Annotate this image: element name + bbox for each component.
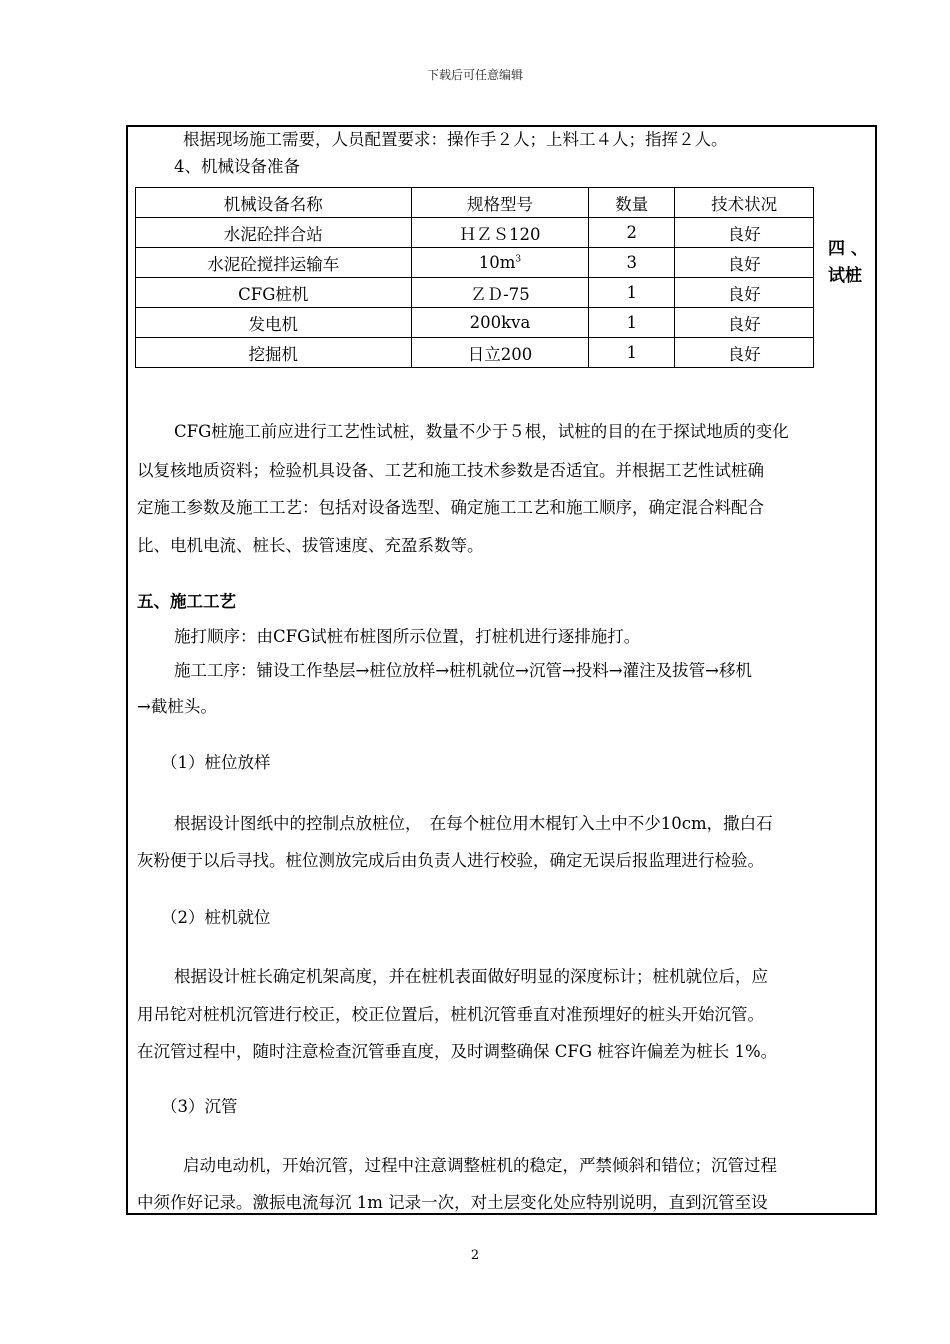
subheading: （3）沉管 xyxy=(161,1097,238,1116)
table-cell: 200kva xyxy=(411,308,589,338)
table-header-row xyxy=(136,188,814,218)
table-cell: 2 xyxy=(589,218,675,248)
trial-paragraph-line: CFG桩施工前应进行工艺性试桩，数量不少于５根，试桩的目的在于探试地质的变化 xyxy=(174,422,789,441)
table-cell: 发电机 xyxy=(136,308,412,338)
table-cell: 良好 xyxy=(675,338,814,368)
table-cell: 挖掘机 xyxy=(136,338,412,368)
section-heading: 五、施工工艺 xyxy=(137,592,236,611)
trial-paragraph-line: 定施工参数及施工工艺：包括对设备选型、确定施工工艺和施工顺序，确定混合料配合 xyxy=(137,498,764,517)
table-cell: 水泥砼拌合站 xyxy=(136,218,412,248)
section-side-label xyxy=(828,236,868,290)
table-cell: 良好 xyxy=(675,248,814,278)
paragraph-line: 启动电动机，开始沉管，过程中注意调整桩机的稳定，严禁倾斜和错位；沉管过程 xyxy=(183,1156,777,1175)
table-cell: ＨＺＳ120 xyxy=(411,218,589,248)
equip-heading: 4、机械设备准备 xyxy=(174,157,300,176)
page-number: 2 xyxy=(470,1248,480,1263)
side-label-line2: 试桩 xyxy=(828,266,862,286)
subheading: （2）桩机就位 xyxy=(161,908,271,927)
process-text: 施工工序：铺设工作垫层→桩位放样→桩机就位→沉管→投料→灌注及拔管→移机 xyxy=(174,661,752,680)
paragraph-line: 中须作好记录。激振电流每沉 1m 记录一次，对土层变化处应特别说明，直到沉管至设 xyxy=(137,1193,768,1212)
order-text: 施打顺序：由CFG试桩布桩图所示位置，打桩机进行逐排施打。 xyxy=(174,627,641,646)
header-cell: 机械设备名称 xyxy=(136,188,412,218)
table-cell: 良好 xyxy=(675,278,814,308)
paragraph-line: 根据设计图纸中的控制点放桩位， 在每个桩位用木棍钉入土中不少10cm，撒白石 xyxy=(174,814,773,833)
table-cell: 1 xyxy=(589,308,675,338)
table-cell: 良好 xyxy=(675,218,814,248)
header-cell: 规格型号 xyxy=(411,188,589,218)
paragraph-line: 在沉管过程中，随时注意检查沉管垂直度，及时调整确保 CFG 桩容许偏差为桩长 1%。 xyxy=(137,1042,778,1061)
staffing-text: 根据现场施工需要，人员配置要求：操作手２人；上料工４人；指挥２人。 xyxy=(183,130,728,149)
table-row xyxy=(136,218,814,248)
subheading: （1）桩位放样 xyxy=(161,753,271,772)
spec-value: 10m xyxy=(478,253,516,272)
table-cell: 1 xyxy=(589,338,675,368)
side-label-line1: 四 、 xyxy=(828,239,868,259)
unit-superscript: 3 xyxy=(515,254,522,265)
table-cell: ＺＤ-75 xyxy=(411,278,589,308)
table-cell: 日立200 xyxy=(411,338,589,368)
table-cell: 1 xyxy=(589,278,675,308)
table-row xyxy=(136,248,814,278)
header-note: 下载后可任意编辑 xyxy=(426,68,523,82)
table-cell: 3 xyxy=(589,248,675,278)
paragraph-line: 根据设计桩长确定机架高度，并在桩机表面做好明显的深度标计；桩机就位后，应 xyxy=(174,967,768,986)
paragraph-line: 用吊铊对桩机沉管进行校正，校正位置后，桩机沉管垂直对准预埋好的桩头开始沉管。 xyxy=(137,1005,764,1024)
table-cell: CFG桩机 xyxy=(136,278,412,308)
equipment-table xyxy=(135,187,814,368)
table-row xyxy=(136,278,814,308)
table-row xyxy=(136,338,814,368)
header-cell: 技术状况 xyxy=(675,188,814,218)
trial-paragraph-line: 以复核地质资料；检验机具设备、工艺和施工技术参数是否适宜。并根据工艺性试桩确 xyxy=(137,461,764,480)
table-cell: 良好 xyxy=(675,308,814,338)
paragraph-line: 灰粉便于以后寻找。桩位测放完成后由负责人进行校验，确定无误后报监理进行检验。 xyxy=(137,851,764,870)
header-cell: 数量 xyxy=(589,188,675,218)
table-cell: 水泥砼搅拌运输车 xyxy=(136,248,412,278)
process-text: →截桩头。 xyxy=(137,697,217,716)
table-row xyxy=(136,308,814,338)
table-cell xyxy=(411,248,589,278)
trial-paragraph-line: 比、电机电流、桩长、拔管速度、充盈系数等。 xyxy=(137,536,484,555)
